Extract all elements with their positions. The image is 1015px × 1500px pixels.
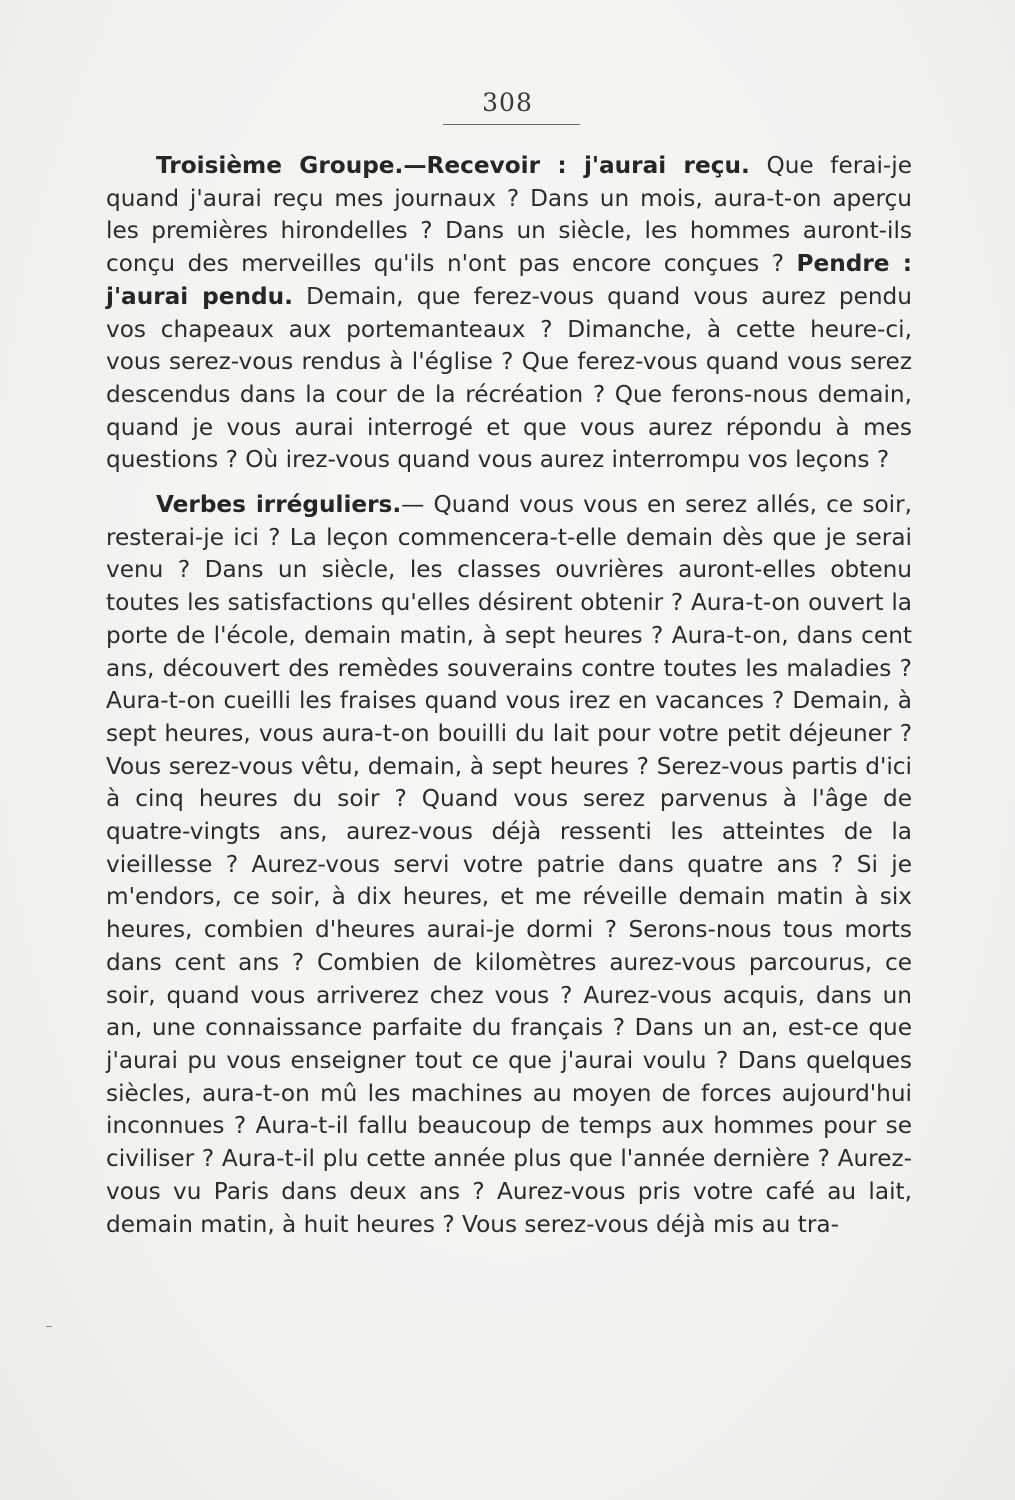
heading-troisieme-groupe: Troisième Groupe.—Recevoir : j'aurai reçu. [156, 152, 750, 179]
paragraph-text: — Quand vous vous en serez allés, ce soir, resterai-je ici ? La leçon commencera-t-elle demain dès que je serai venu ? Dans un siècle, les classes ouvrières auront-elles obtenu toutes les satisfactions qu'elles désirent obtenir ? Aura-t-on ouvert la porte de l'école, demain matin, à sept heures ? Aura-t-on, dans cent ans, découvert des remèdes souverains contre toutes les maladies ? Aura-t-on cueilli les fraises quand vous irez en vacances ? Demain, à sept heures, vous aura-t-on bouilli du lait pour votre petit déjeuner ? Vous serez-vous vêtu, demain, à sept heures ? Serez-vous partis d'ici à cinq heures du soir ? Quand vous serez parvenus à l'âge de quatre-vingts ans, aurez-vous déjà ressenti les atteintes de la vieillesse ? Aurez-vous servi votre patrie dans quatre ans ? Si je m'endors, ce soir, à dix heures, et me réveille demain matin à six heures, combien d'heures aurai-je dormi ? Serons-nous tous morts dans cent ans ? Combien de kilomètres aurez-vous parcourus, ce soir, quand vous arriverez chez vous ? Aurez-vous acquis, dans un an, une connaissance parfaite du français ? Dans un an, est-ce que j'aurai pu vous enseigner tout ce que j'aurai voulu ? Dans quelques siècles, aura-t-on mû les machines au moyen de forces aujourd'hui inconnues ? Aura-t-il fallu beaucoup de temps aux hommes pour se civiliser ? Aura-t-il plu cette année plus que l'année dernière ? Aurez-vous vu Paris dans deux ans ? Aurez-vous pris votre café au lait, demain matin, à huit heures ? Vous serez-vous déjà mis au tra- [106, 491, 912, 1238]
page-number-rule [443, 124, 580, 125]
paragraph-troisieme-groupe [106, 150, 912, 477]
heading-pendre: Pendre : j'aurai pendu. [106, 250, 912, 310]
paragraph-text: Que ferai-je quand j'aurai reçu mes journaux ? Dans un mois, aura-t-on aperçu les premières hirondelles ? Dans un siècle, les hommes auront-ils conçu des merveilles qu'ils n'ont pas encore conçues ? [106, 152, 912, 278]
paragraph-verbes-irreguliers [106, 489, 912, 1241]
paragraph-text: Demain, que ferez-vous quand vous aurez pendu vos chapeaux aux portemanteaux ? Dimanche, à cette heure-ci, vous serez-vous rendus à l'église ? Que ferez-vous quand vous serez descendus dans la cour de la récréation ? Que ferons-nous demain, quand je vous aurai interrogé et que vous aurez répondu à mes questions ? Où irez-vous quand vous aurez interrompu vos leçons ? [106, 282, 912, 474]
margin-mark [46, 1326, 52, 1327]
page-number: 308 [482, 88, 533, 117]
body-text [106, 150, 912, 1241]
heading-verbes-irreguliers: Verbes irréguliers. [156, 491, 402, 519]
